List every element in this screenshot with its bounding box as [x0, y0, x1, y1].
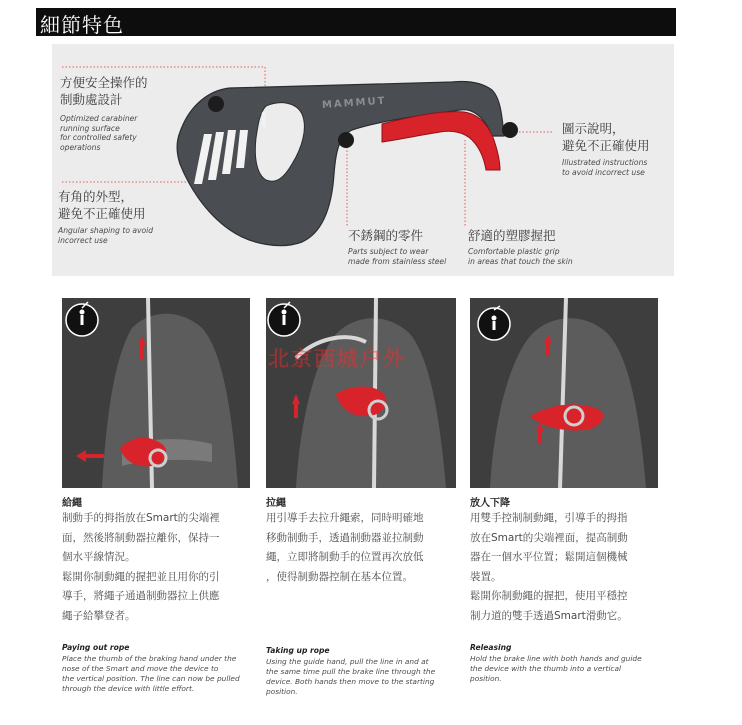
section-header-bar [36, 8, 676, 36]
step-en-line: Place the thumb of the braking hand under the [62, 654, 237, 663]
callout-zh-line: 不銹鋼的零件 [348, 228, 424, 243]
step-en-line: nose of the Smart and move the device to [62, 664, 219, 673]
step-photo-paying-out [62, 298, 250, 488]
step-photo-taking-up [266, 298, 456, 488]
step-en-line: Hold the brake line with both hands and guide [470, 654, 642, 663]
step-body-line: 制動手的拇指放在Smart的尖端裡 [62, 512, 220, 524]
rivet-icon [208, 96, 224, 112]
callout-zh-line: 避免不正確使用 [562, 138, 650, 153]
step-body-line: 移動制動手，透過制動器並拉制動 [266, 531, 424, 544]
step-title-en: Paying out rope [62, 643, 130, 652]
callout-stainless-parts [348, 227, 446, 266]
engraved-pictogram-icon [262, 112, 267, 127]
step-body-line: 裝置。 [470, 570, 502, 583]
step-body-line: 用雙手控制制動繩，引導手的拇指 [470, 512, 628, 524]
callout-en-line: Optimized carabiner [60, 114, 138, 123]
step-en-line: position. [470, 674, 502, 683]
callout-illustrated-instructions [562, 120, 650, 177]
callout-zh-line: 舒適的塑膠握把 [468, 228, 556, 243]
callout-en-line: made from stainless steel [348, 256, 447, 266]
watermark-text: 北京西城户外 [268, 347, 406, 371]
callout-en-line: incorrect use [58, 235, 108, 245]
callout-en-line: running surface [60, 123, 120, 133]
step-body-en [266, 657, 435, 697]
red-grip-shape [382, 112, 500, 170]
callout-en-line: Angular shaping to avoid [58, 226, 154, 235]
callout-zh-line: 有角的外型， [58, 189, 134, 204]
step-body-line: ，使得制動器控制在基本位置。 [266, 570, 413, 583]
step-body-line: 導手，將繩子通過制動器拉上供應 [62, 590, 220, 602]
step-title-zh: 放人下降 [470, 498, 510, 509]
callout-en-line: for controlled safety [60, 133, 137, 142]
callout-en-line: operations [60, 142, 101, 152]
callout-zh-line: 圖示說明， [562, 121, 625, 136]
callout-zh-line: 避免不正確使用 [58, 206, 146, 221]
callout-plastic-grip [468, 227, 573, 266]
callout-angular-shape [58, 188, 153, 245]
callout-en-line: Parts subject to wear [348, 247, 429, 256]
callout-zh-line: 方便安全操作的 [60, 75, 148, 90]
step-body-line: 繩，立即將制動手的位置再次放低 [266, 551, 424, 563]
step-body-zh [62, 509, 220, 626]
step-en-line: position. [266, 687, 298, 696]
rivet-icon [338, 132, 354, 148]
brand-lettering: MAMMUT [321, 95, 387, 112]
step-body-line: 用引導手去拉升繩索，同時明確地 [266, 512, 424, 524]
callout-zh-line: 制動處設計 [60, 92, 123, 107]
step-en-line: device. Both hands then move to the starting [266, 677, 435, 686]
step-body-line: 制力道的雙手透過Smart滑動它。 [470, 609, 628, 622]
step-body-line: 鬆開你制動繩的握把並且用你的引 [62, 570, 220, 583]
callout-carabiner-surface [60, 74, 148, 152]
callout-en-line: Comfortable plastic grip [468, 247, 560, 256]
step-title-en: Taking up rope [266, 646, 330, 655]
device-diagram-panel [52, 44, 674, 276]
step-body-line: 鬆開你制動繩的握把，使用平穩控 [470, 590, 628, 602]
step-body-line: 繩子給攀登者。 [62, 609, 136, 622]
callout-en-line: Illustrated instructions [562, 158, 648, 167]
step-body-zh [470, 509, 628, 626]
step-title-zh: 給繩 [62, 498, 82, 509]
step-en-line: the same time pull the brake line through the [266, 667, 436, 676]
step-en-line: through the device with little effort. [62, 684, 195, 693]
step-en-line: Using the guide hand, pull the line in and at [266, 657, 429, 666]
step-body-line: 放在Smart的尖端裡面，提高制動 [470, 531, 628, 544]
rivet-icon [502, 122, 518, 138]
step-body-line: 面，然後將制動器拉離你，保持一 [62, 531, 220, 544]
step-body-en [62, 654, 240, 694]
step-title-zh: 拉繩 [266, 498, 286, 509]
step-en-line: the device with the thumb into a vertical [470, 664, 622, 673]
section-title: 細節特色 [40, 13, 124, 37]
step-photo-releasing [470, 298, 658, 488]
step-body-zh [266, 509, 424, 587]
step-title-en: Releasing [470, 643, 512, 652]
callout-en-line: to avoid incorrect use [562, 167, 645, 177]
step-en-line: the vertical position. The line can now be pulled [62, 674, 240, 683]
callout-en-line: in areas that touch the skin [468, 256, 573, 266]
step-body-en [470, 654, 642, 684]
step-body-line: 個水平線情況。 [62, 551, 136, 563]
step-body-line: 器在一個水平位置；鬆開這個機械 [470, 551, 628, 563]
